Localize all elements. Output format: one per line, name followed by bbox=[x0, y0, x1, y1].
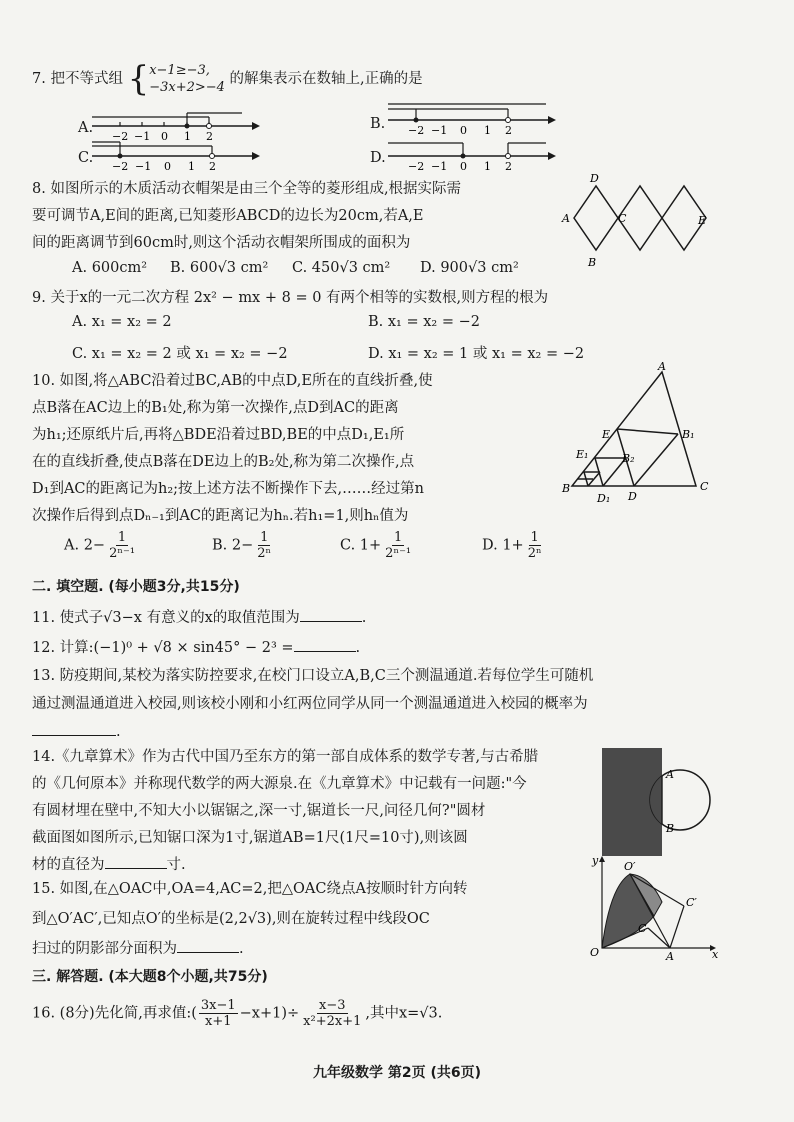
q10-line-3: 为h₁;还原纸片后,再将△BDE沿着过BD,BE的中点D₁,E₁所 bbox=[32, 427, 405, 443]
section-2-heading: 二. 填空题. (每小题3分,共15分) bbox=[32, 579, 240, 595]
q8-option-b: B. 600√3 cm² bbox=[170, 260, 269, 276]
q8-label-a: A bbox=[562, 212, 570, 225]
svg-text:0: 0 bbox=[161, 130, 168, 143]
q8-label-e: E bbox=[698, 214, 707, 227]
q8-option-d: D. 900√3 cm² bbox=[420, 260, 519, 276]
q15-label-y: y bbox=[592, 854, 599, 867]
q7-numberline-b bbox=[388, 98, 558, 138]
q10-label-a: A bbox=[658, 360, 666, 373]
q8-label-b: B bbox=[588, 256, 597, 269]
q7-option-c-label: C. bbox=[78, 150, 94, 166]
q15-answer-blank[interactable] bbox=[177, 938, 239, 953]
section-3-heading: 三. 解答题. (本大题8个小题,共75分) bbox=[32, 969, 268, 985]
svg-text:2: 2 bbox=[206, 130, 213, 143]
q8-line-1: 8. 如图所示的木质活动衣帽架是由三个全等的菱形组成,根据实际需 bbox=[32, 181, 462, 197]
svg-text:−1: −1 bbox=[431, 160, 448, 173]
svg-text:2: 2 bbox=[505, 160, 512, 173]
q12-answer-blank[interactable] bbox=[294, 637, 356, 652]
svg-text:1: 1 bbox=[184, 130, 191, 143]
q15-label-o-prime: O′ bbox=[624, 860, 636, 873]
q16: 16. (8分)先化简,再求值:( $\frac{3x-1}{x+1}$ −x+1)÷ $\frac{x-3}{\text{x²+2x+1}}$ ,其中x=√3. bbox=[32, 998, 443, 1029]
svg-text:−1: −1 bbox=[431, 124, 448, 137]
q10-line-6: 次操作后得到点Dₙ₋₁到AC的距离记为hₙ.若h₁=1,则hₙ值为 bbox=[32, 508, 409, 524]
q7-number: 7. bbox=[32, 71, 46, 87]
q10-line-4: 在的直线折叠,使点B落在DE边上的B₂处,称为第二次操作,点 bbox=[32, 454, 415, 470]
q14-answer-blank[interactable] bbox=[105, 854, 167, 869]
svg-text:2: 2 bbox=[209, 160, 216, 173]
q7-option-a-label: A. bbox=[78, 120, 94, 136]
q15-label-a: A bbox=[666, 950, 674, 963]
svg-text:−1: −1 bbox=[134, 130, 151, 143]
q7-ineq1: x−1≥−3, bbox=[149, 63, 210, 78]
q7-tail: 的解集表示在数轴上,正确的是 bbox=[229, 71, 423, 87]
q11: 11. 使式子√3−x 有意义的x的取值范围为 . bbox=[32, 606, 366, 627]
svg-text:1: 1 bbox=[484, 160, 491, 173]
q10-option-a: A. 2− $\frac{1}{\text{2ⁿ⁻¹}}$ bbox=[64, 530, 136, 561]
q15-label-c: C bbox=[638, 922, 647, 935]
svg-text:0: 0 bbox=[164, 160, 171, 173]
svg-text:−2: −2 bbox=[408, 124, 425, 137]
q8-option-c: C. 450√3 cm² bbox=[292, 260, 391, 276]
q10-stem bbox=[32, 368, 433, 530]
q12: 12. 计算:(−1)⁰ + √8 × sin45° − 2³ = . bbox=[32, 636, 360, 657]
q8-rhombus-figure bbox=[560, 172, 710, 270]
svg-text:−1: −1 bbox=[135, 160, 152, 173]
q10-label-d1: D₁ bbox=[597, 492, 611, 505]
svg-text:1: 1 bbox=[188, 160, 195, 173]
q7-option-d-label: D. bbox=[370, 150, 386, 166]
svg-text:0: 0 bbox=[460, 124, 467, 137]
q13-answer-blank[interactable] bbox=[32, 721, 116, 736]
q10-line-1: 10. 如图,将△ABC沿着过BC,AB的中点D,E所在的直线折叠,使 bbox=[32, 373, 433, 389]
svg-text:2: 2 bbox=[505, 124, 512, 137]
q10-line-5: D₁到AC的距离记为h₂;按上述方法不断操作下去,……经过第n bbox=[32, 481, 424, 497]
q15-label-o: O bbox=[590, 946, 600, 959]
svg-text:−2: −2 bbox=[112, 130, 129, 143]
q7-numberline-d bbox=[388, 134, 558, 174]
q10-option-c: C. 1+ $\frac{1}{\text{2ⁿ⁻¹}}$ bbox=[340, 530, 412, 561]
q14: 14.《九章算术》作为古代中国乃至东方的第一部自成体系的数学专著,与古希腊 的《几何原本》并称现代数学的两大源泉.在《九章算术》中记载有一问题:"今 有圆材埋在壁中,不知大小以锯锯之,深一寸,锯道长一尺,问径几何?"圆材 截面图如图所示,已知锯口深为1寸,锯道AB=1尺(1尺=10寸),则该圆 材的直径为 寸. bbox=[32, 749, 539, 873]
q10-label-c: C bbox=[700, 480, 709, 493]
q10-label-b: B bbox=[562, 482, 571, 495]
q7-brace: { bbox=[127, 59, 150, 99]
q7-ineq2: −3x+2>−4 bbox=[149, 80, 225, 95]
q10-option-b: B. 2− $\frac{1}{\text{2ⁿ}}$ bbox=[212, 530, 272, 561]
q10-label-b2: B₂ bbox=[622, 452, 635, 465]
q8-label-d: D bbox=[590, 172, 599, 185]
q15-label-c-prime: C′ bbox=[686, 896, 697, 909]
q14-circle-wall-figure bbox=[600, 748, 710, 858]
q8-option-a: A. 600cm² bbox=[72, 260, 148, 276]
q14-label-b: B bbox=[666, 822, 675, 835]
q9-option-a: A. x₁ = x₂ = 2 bbox=[72, 314, 172, 330]
q8-stem bbox=[32, 176, 461, 257]
page-footer: 九年级数学 第2页 (共6页) bbox=[312, 1065, 482, 1081]
q7-stem bbox=[32, 59, 423, 99]
q10-label-d: D bbox=[628, 490, 637, 503]
q7-option-b-label: B. bbox=[370, 116, 386, 132]
q7-text: 把不等式组 bbox=[50, 71, 123, 87]
q7-numberline-c bbox=[92, 134, 262, 174]
q15: 15. 如图,在△OAC中,OA=4,AC=2,把△OAC绕点A按顺时针方向转 到△O′AC′,已知点O′的坐标是(2,2√3),则在旋转过程中线段OC 扫过的阴影部分面积为 . bbox=[32, 881, 468, 957]
q11-answer-blank[interactable] bbox=[300, 607, 362, 622]
q13: 13. 防疫期间,某校为落实防控要求,在校门口设立A,B,C三个测温通道.若每位学生可随机 通过测温通道进入校园,则该校小刚和小红两位同学从同一个测温通道进入校园的概率为 . bbox=[32, 668, 594, 740]
svg-text:1: 1 bbox=[484, 124, 491, 137]
q14-label-a: A bbox=[666, 768, 674, 781]
q15-label-x: x bbox=[712, 948, 719, 961]
q9-option-b: B. x₁ = x₂ = −2 bbox=[368, 314, 480, 330]
svg-text:−2: −2 bbox=[408, 160, 425, 173]
q10-triangle-figure bbox=[562, 362, 722, 512]
svg-text:−2: −2 bbox=[112, 160, 129, 173]
q10-label-b1: B₁ bbox=[682, 428, 695, 441]
q9-stem: 9. 关于x的一元二次方程 2x² − mx + 8 = 0 有两个相等的实数根,则方程的根为 bbox=[32, 290, 549, 306]
q10-label-e1: E₁ bbox=[576, 448, 589, 461]
q8-label-c: C bbox=[618, 212, 627, 225]
q9-option-d: D. x₁ = x₂ = 1 或 x₁ = x₂ = −2 bbox=[368, 346, 585, 362]
q10-line-2: 点B落在AC边上的B₁处,称为第一次操作,点D到AC的距离 bbox=[32, 400, 399, 416]
q15-rotation-figure bbox=[590, 854, 720, 963]
q8-line-2: 要可调节A,E间的距离,已知菱形ABCD的边长为20cm,若A,E bbox=[32, 208, 424, 224]
q8-line-3: 间的距离调节到60cm时,则这个活动衣帽架所围成的面积为 bbox=[32, 235, 411, 251]
svg-text:0: 0 bbox=[460, 160, 467, 173]
q10-option-d: D. 1+ $\frac{1}{\text{2ⁿ}}$ bbox=[482, 530, 542, 561]
q10-label-e: E bbox=[602, 428, 611, 441]
q9-option-c: C. x₁ = x₂ = 2 或 x₁ = x₂ = −2 bbox=[72, 346, 288, 362]
